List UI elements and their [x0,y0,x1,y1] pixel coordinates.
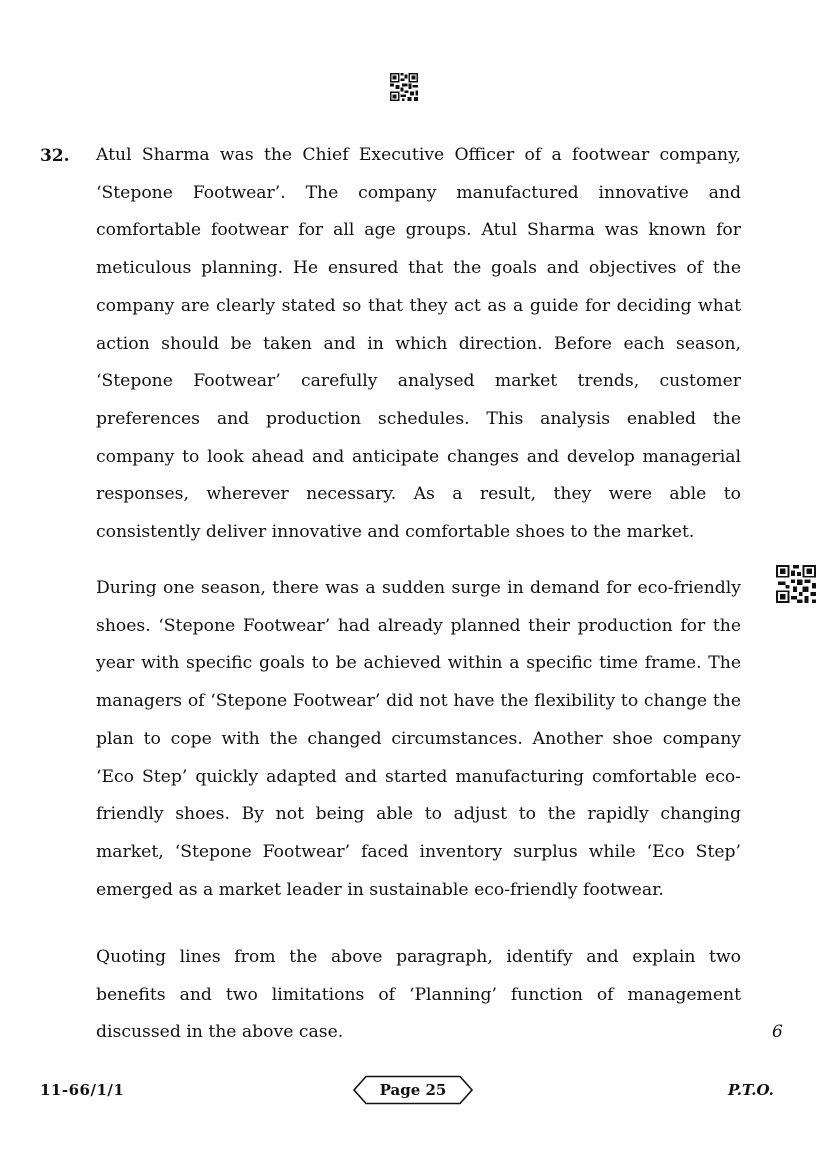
page-number-badge [352,1075,474,1105]
paper-code: 11-66/1/1 [40,1081,125,1099]
qr-code-side-icon [776,565,816,603]
question-number: 32. [40,146,70,166]
case-paragraph-1: Atul Sharma was the Chief Executive Officer of a footwear company, ‘Stepone Footwear’. The company manufactured innovative and comfortable footwear for all age groups. Atul Sharma was known for meticulous planning. He ensured that the goals and objectives of the company are clearly stated so that they act as a guide for deciding what action should be taken and in which direction. Before each season, ‘Stepone Footwear’ carefully analysed market trends, customer preferences and production schedules. This analysis enabled the company to look ahead and anticipate changes and develop managerial responses, wherever necessary. As a result, they were able to consistently deliver innovative and comfortable shoes to the market. [96,145,741,543]
page-number-label: Page 25 [379,1081,447,1099]
case-paragraph-2: During one season, there was a sudden surge in demand for eco-friendly shoes. ‘Stepone Footwear’ had already planned their production for the year with specific goals to be achieved within a specific time frame. The managers of ‘Stepone Footwear’ did not have the flexibility to change the plan to cope with the changed circumstances. Another shoe company ‘Eco Step’ quickly adapted and started manufacturing comfortable eco-friendly shoes. By not being able to adjust to the rapidly changing market, ‘Stepone Footwear’ faced inventory surplus while ‘Eco Step’ emerged as a market leader in sustainable eco-friendly footwear. [96,578,741,900]
question-prompt: Quoting lines from the above paragraph, identify and explain two benefits and two limitations of ‘Planning’ function of management discussed in the above case. [96,947,741,1043]
qr-code-top-icon [390,73,418,101]
please-turn-over: P.T.O. [728,1081,774,1099]
question-marks: 6 [772,1022,783,1042]
